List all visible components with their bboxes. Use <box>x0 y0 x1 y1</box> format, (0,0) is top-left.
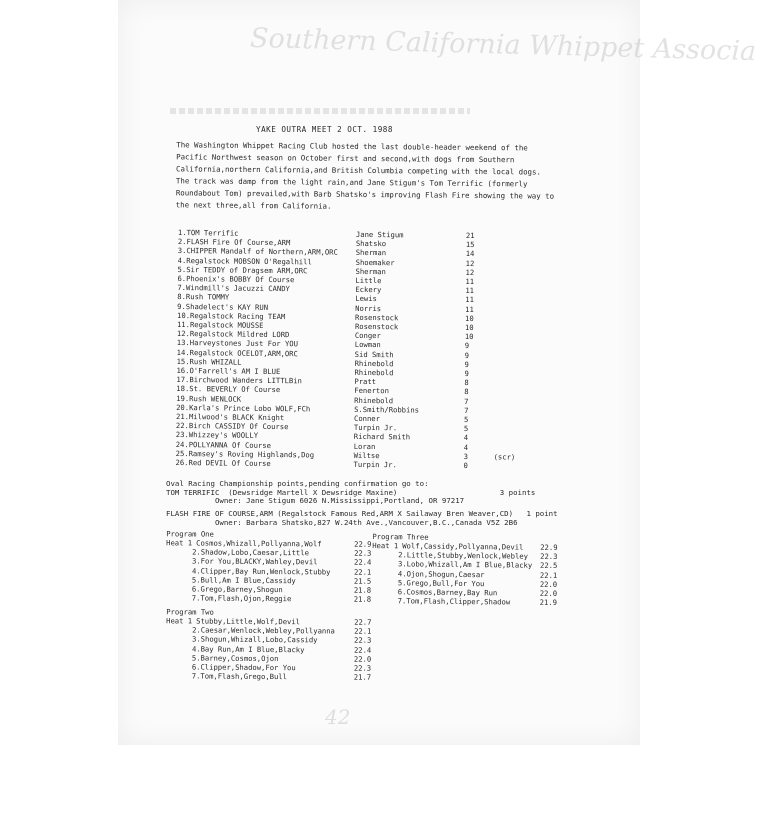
result-note <box>494 369 524 379</box>
flash-owner: Owner: Barbara Shatsko,827 W.24th Ave.,Vancouver,B.C.,Canada V5Z 2B6 <box>166 517 518 527</box>
result-points: 0 <box>463 461 468 471</box>
result-place: 19. <box>176 393 190 403</box>
heat-label <box>166 575 192 584</box>
result-note <box>495 277 525 287</box>
heat-label <box>372 569 398 578</box>
result-dog-name: Birch CASSIDY Of Course <box>188 421 289 432</box>
heat-word: Heat <box>166 616 184 626</box>
result-note <box>495 342 525 352</box>
heat-number: 1 <box>393 541 399 551</box>
result-points: 8 <box>464 378 469 388</box>
result-place: 24. <box>175 439 189 449</box>
result-points: 9 <box>464 359 469 369</box>
result-note <box>495 360 525 370</box>
heat-entries: 5.Barney,Cosmos,Ojon <box>191 653 279 663</box>
heat-time: 22.5 <box>539 561 558 571</box>
result-note <box>495 333 525 343</box>
result-place: 6. <box>177 274 187 284</box>
result-note <box>494 425 524 435</box>
heat-entries: 7.Tom,Flash,Ojon,Reggie <box>191 593 292 604</box>
result-place: 13. <box>176 338 190 348</box>
result-place: 12. <box>176 329 190 339</box>
heat-entries: 4.Bay Run,Am I Blue,Blacky <box>191 644 305 654</box>
result-points: 5 <box>463 424 469 434</box>
heat-entries: 2.Little,Stubby,Wenlock,Webley <box>398 550 529 561</box>
result-owner: Eckery <box>355 285 382 295</box>
heat-row <box>372 596 557 607</box>
result-dog-name: Rush WENLOCK <box>189 393 242 404</box>
result-owner: Rosenstock <box>354 321 399 332</box>
result-note <box>495 287 525 297</box>
result-place: 16. <box>176 366 190 376</box>
result-place: 22. <box>175 421 189 431</box>
heat-time: 22.4 <box>353 645 372 655</box>
heat-time: 22.1 <box>353 567 372 577</box>
result-points: 21 <box>465 231 475 241</box>
heat-time: 22.3 <box>354 548 372 558</box>
result-points: 8 <box>464 387 469 397</box>
heat-time: 22.7 <box>354 617 372 627</box>
result-place: 21. <box>175 412 190 422</box>
result-dog-name: TOM Terrific <box>186 228 239 238</box>
result-dog-name: Karla's Prince Lobo WOLF,FCh <box>189 402 311 414</box>
heat-label <box>166 566 192 575</box>
heat-time: 22.0 <box>539 588 558 598</box>
result-owner: Shoemaker <box>355 257 395 267</box>
result-place: 5. <box>177 264 187 274</box>
heat-word: Heat <box>166 538 184 548</box>
result-note <box>495 351 525 361</box>
flash-fire-block <box>166 510 558 527</box>
championship-owner: Owner: Jane Stigum 6026 N.Mississippi,Portland, OR 97217 <box>166 496 465 506</box>
heat-time: 22.4 <box>354 558 372 568</box>
result-place: 4. <box>177 255 187 265</box>
result-dog-name: Milwood's BLACK Knight <box>188 412 285 423</box>
result-note <box>494 434 524 444</box>
result-owner: Sherman <box>355 266 386 276</box>
result-points: 10 <box>464 323 474 333</box>
result-owner: Lowman <box>354 340 381 350</box>
result-place: 18. <box>176 384 190 394</box>
result-dog-name: Regalstock MOUSSE <box>189 320 264 330</box>
heat-label <box>166 672 192 681</box>
program-three <box>372 532 558 607</box>
result-dog-name: POLLYANNA Of Course <box>188 439 271 450</box>
heat-label <box>166 557 192 566</box>
heat-label <box>372 578 398 587</box>
result-points: 15 <box>465 240 475 250</box>
bleed-through-letterhead: Southern California Whippet Associa <box>249 22 757 68</box>
result-owner: Richard Smith <box>353 432 411 442</box>
result-owner: Rosenstock <box>355 312 399 323</box>
result-note <box>496 231 526 241</box>
heat-entries: 3.Lobo,Whizall,Am I Blue,Blacky <box>398 559 533 571</box>
heat-label <box>372 596 398 605</box>
result-note <box>496 259 526 269</box>
heat-label <box>372 559 398 568</box>
result-owner: S.Smith/Robbins <box>354 404 420 415</box>
result-points: 9 <box>464 350 470 360</box>
result-points: 11 <box>465 286 475 296</box>
result-dog-name: Regalstock Mildred LORD <box>189 329 290 340</box>
heat-entries: 5.Bull,Am I Blue,Cassidy <box>191 575 296 586</box>
result-place: 17. <box>176 375 190 385</box>
result-dog-name: Regalstock MOBSON O'Regalhill <box>186 255 312 267</box>
heat-time: 22.1 <box>539 570 558 580</box>
result-points: 12 <box>465 258 475 268</box>
result-points: 11 <box>465 277 475 287</box>
heat-time: 22.0 <box>353 654 372 664</box>
result-points: 4 <box>463 433 469 443</box>
heat-time: 22.9 <box>540 542 558 552</box>
heat-entries: 7.Tom,Flash,Clipper,Shadow <box>397 596 511 607</box>
result-owner: Fenerton <box>354 386 389 396</box>
heat-number: 1 <box>187 538 193 548</box>
heat-label <box>166 644 192 653</box>
result-dog-name: Whizzey's WOOLLY <box>188 430 259 441</box>
result-dog-name: Shadelect's KAY RUN <box>185 301 269 312</box>
heat-row <box>166 672 371 683</box>
heat-label <box>372 550 398 559</box>
result-note <box>495 296 525 306</box>
result-note <box>494 443 524 453</box>
result-note <box>495 314 525 324</box>
result-dog-name: Phoenix's BOBBY Of Course <box>186 274 295 285</box>
result-owner: Loran <box>353 441 376 451</box>
heat-entries: 3.For You,BLACKY,Wahley,Devil <box>192 556 318 567</box>
result-place: 25. <box>175 448 189 458</box>
heat-time: 21.8 <box>353 585 372 595</box>
result-owner: Jane Stigum <box>355 229 404 240</box>
championship-line-2: TOM TERRIFIC (Dewsridge Martell X Dewsridge Maxine) <box>166 487 398 497</box>
heat-time: 22.9 <box>354 539 372 549</box>
result-owner: Sherman <box>355 248 387 258</box>
championship-points: 3 points <box>499 487 536 497</box>
result-owner: Shatsko <box>355 239 387 249</box>
heat-entries: 6.Clipper,Shadow,For You <box>191 662 296 673</box>
result-place: 9. <box>177 301 186 311</box>
result-owner: Turpin Jr. <box>353 459 397 470</box>
result-place: 20. <box>176 402 190 412</box>
result-dog-name: Windmill's Jacuzzi CANDY <box>185 283 290 294</box>
heat-label <box>166 653 192 662</box>
heat-label <box>166 625 192 634</box>
heat-entries: Stubby,Little,Wolf,Devil <box>196 616 301 627</box>
result-owner: Sid Smith <box>354 349 394 359</box>
result-dog-name: Regalstock Racing TEAM <box>190 310 286 321</box>
result-dog-name: Red DEVIL Of Course <box>188 458 271 469</box>
result-points: 10 <box>464 332 474 342</box>
heat-time: 22.0 <box>539 579 558 589</box>
result-note <box>494 397 524 407</box>
heat-time: 22.3 <box>354 636 372 646</box>
heat-label <box>166 635 192 644</box>
heat-entries: 6.Grego,Barney,Shogun <box>191 584 283 595</box>
program-one-heading: Program One <box>166 529 214 539</box>
heat-row <box>166 594 371 605</box>
heat-entries: 4.Clipper,Bay Run,Wenlock,Stubby <box>191 566 331 577</box>
result-note <box>493 461 523 471</box>
heat-time: 21.9 <box>539 598 558 608</box>
heat-label <box>166 616 192 625</box>
result-owner: Rhinebold <box>354 358 394 369</box>
result-points: 9 <box>464 341 470 351</box>
heat-label <box>166 584 192 593</box>
result-points: 5 <box>463 415 469 425</box>
result-points: 14 <box>465 249 475 259</box>
program-one <box>166 529 372 604</box>
intro-paragraph: The Washington Whippet Racing Club hosted the last double-header weekend of the Pacific Northwest season on October first and second,with dogs from Southern California,northern California,and British Columbia competing with the local dogs. The track was damp from the light rain,and Jane Stigum's Tom Terrific (formerly Roundabout Tom) prevailed,with Barb Shatsko's improving Flash Fire showing the way to the next three,all from California. <box>175 140 555 211</box>
heat-entries: Wolf,Cassidy,Pollyanna,Devil <box>402 541 524 552</box>
heat-number: 1 <box>187 616 193 626</box>
result-place: 2. <box>177 237 187 247</box>
result-place: 11. <box>176 320 191 330</box>
result-points: 9 <box>464 369 469 379</box>
heat-label <box>372 541 398 550</box>
result-dog-name: Ramsey's Roving Highlands,Dog <box>188 448 315 460</box>
championship-block <box>166 480 535 506</box>
bleed-through-rule <box>170 108 470 114</box>
result-place: 23. <box>175 430 189 440</box>
heat-time: 21.7 <box>353 672 372 682</box>
flash-line-1: FLASH FIRE OF COURSE,ARM (Regalstock Famous Red,ARM X Sailaway Bren Weaver,CD) <box>166 509 514 518</box>
heat-label <box>372 587 398 596</box>
heat-time: 21.8 <box>353 594 372 604</box>
result-dog-name: Rush WHIZALL <box>189 356 242 367</box>
flash-points: 1 point <box>526 509 558 518</box>
heat-entries: 5.Grego,Bull,For You <box>397 578 485 589</box>
result-owner: Little <box>355 275 382 286</box>
result-place: 14. <box>176 347 190 357</box>
result-note <box>495 323 525 333</box>
program-two <box>166 607 372 682</box>
championship-line-1: Oval Racing Championship points,pending confirmation go to: <box>166 479 429 488</box>
result-owner: Pratt <box>354 377 377 387</box>
result-dog-name: Rush TOMMY <box>185 292 230 302</box>
heat-label <box>166 538 192 547</box>
result-place: 7. <box>177 283 187 293</box>
result-dog-name: O'Farrell's AM I BLUE <box>189 366 281 377</box>
heat-label <box>166 594 192 603</box>
result-points: 12 <box>465 267 475 277</box>
result-dog-name: Sir TEDDY of Dragsem ARM,ORC <box>186 264 308 276</box>
result-dog-name: FLASH Fire Of Course,ARM <box>186 237 291 248</box>
result-note <box>496 241 526 251</box>
result-dog <box>175 458 353 469</box>
program-three-heading: Program Three <box>372 532 429 542</box>
result-note <box>494 415 524 425</box>
result-dog-name: Harveystones Just For YOU <box>189 338 299 349</box>
result-points: 11 <box>465 304 474 314</box>
result-points: 11 <box>465 295 474 305</box>
heat-entries: 4.Ojon,Shogun,Caesar <box>397 568 485 579</box>
program-two-heading: Program Two <box>166 607 214 617</box>
heat-time: 22.3 <box>540 551 558 562</box>
heat-entries: Cosmos,Whizall,Pollyanna,Wolf <box>196 538 322 549</box>
heat-time: 22.1 <box>354 626 372 636</box>
heat-time: 22.3 <box>353 663 372 673</box>
result-dog-name: Regalstock OCELOT,ARM,ORC <box>189 347 298 358</box>
result-owner: Turpin Jr. <box>353 423 398 433</box>
result-owner: Lewis <box>355 294 377 304</box>
result-note <box>494 406 524 416</box>
result-place: 8. <box>177 292 186 302</box>
result-note: (scr) <box>493 452 516 462</box>
result-place: 3. <box>177 246 187 256</box>
result-place: 1. <box>177 228 187 238</box>
result-place: 26. <box>175 458 189 468</box>
result-note <box>494 379 524 389</box>
heat-entries: 3.Shogun,Whizall,Lobo,Cassidy <box>192 634 318 645</box>
result-owner: Rhinebold <box>354 367 394 378</box>
result-note <box>496 268 526 278</box>
result-owner: Rhinebold <box>354 395 394 405</box>
result-points: 10 <box>465 313 474 323</box>
heat-label <box>166 662 192 671</box>
result-dog-name: CHIPPER Mandalf of Northern,ARM,ORC <box>186 246 338 258</box>
result-note <box>496 250 526 260</box>
result-dog-name: St. BEVERLY Of Course <box>189 384 281 395</box>
result-note <box>494 388 524 398</box>
heat-entries: 6.Cosmos,Barney,Bay Run <box>397 587 498 598</box>
heat-entries: 2.Caesar,Wenlock,Webley,Pollyanna <box>192 625 335 636</box>
page-title: YAKE OUTRA MEET 2 OCT. 1988 <box>256 125 393 134</box>
result-note <box>495 305 525 315</box>
result-place: 15. <box>176 356 190 366</box>
result-owner: Norris <box>355 303 382 313</box>
result-owner: Wiltse <box>353 450 380 460</box>
result-owner: Conner <box>353 413 381 424</box>
heat-word: Heat <box>372 541 390 551</box>
result-points: 4 <box>463 442 469 452</box>
result-points: 7 <box>464 405 469 415</box>
result-points: 7 <box>464 396 469 406</box>
result-dog-name: Birchwood Wanders LITTLBin <box>189 375 302 386</box>
heat-entries: 2.Shadow,Lobo,Caesar,Little <box>192 547 309 558</box>
result-place: 10. <box>177 310 191 320</box>
bleed-through-page-mark: 42 <box>325 705 351 729</box>
result-owner: Conger <box>354 331 381 341</box>
results-table <box>175 228 525 471</box>
heat-entries: 7.Tom,Flash,Grego,Bull <box>191 671 288 682</box>
heat-time: 21.5 <box>353 576 372 586</box>
result-points: 3 <box>463 451 468 461</box>
heat-label <box>166 547 192 556</box>
